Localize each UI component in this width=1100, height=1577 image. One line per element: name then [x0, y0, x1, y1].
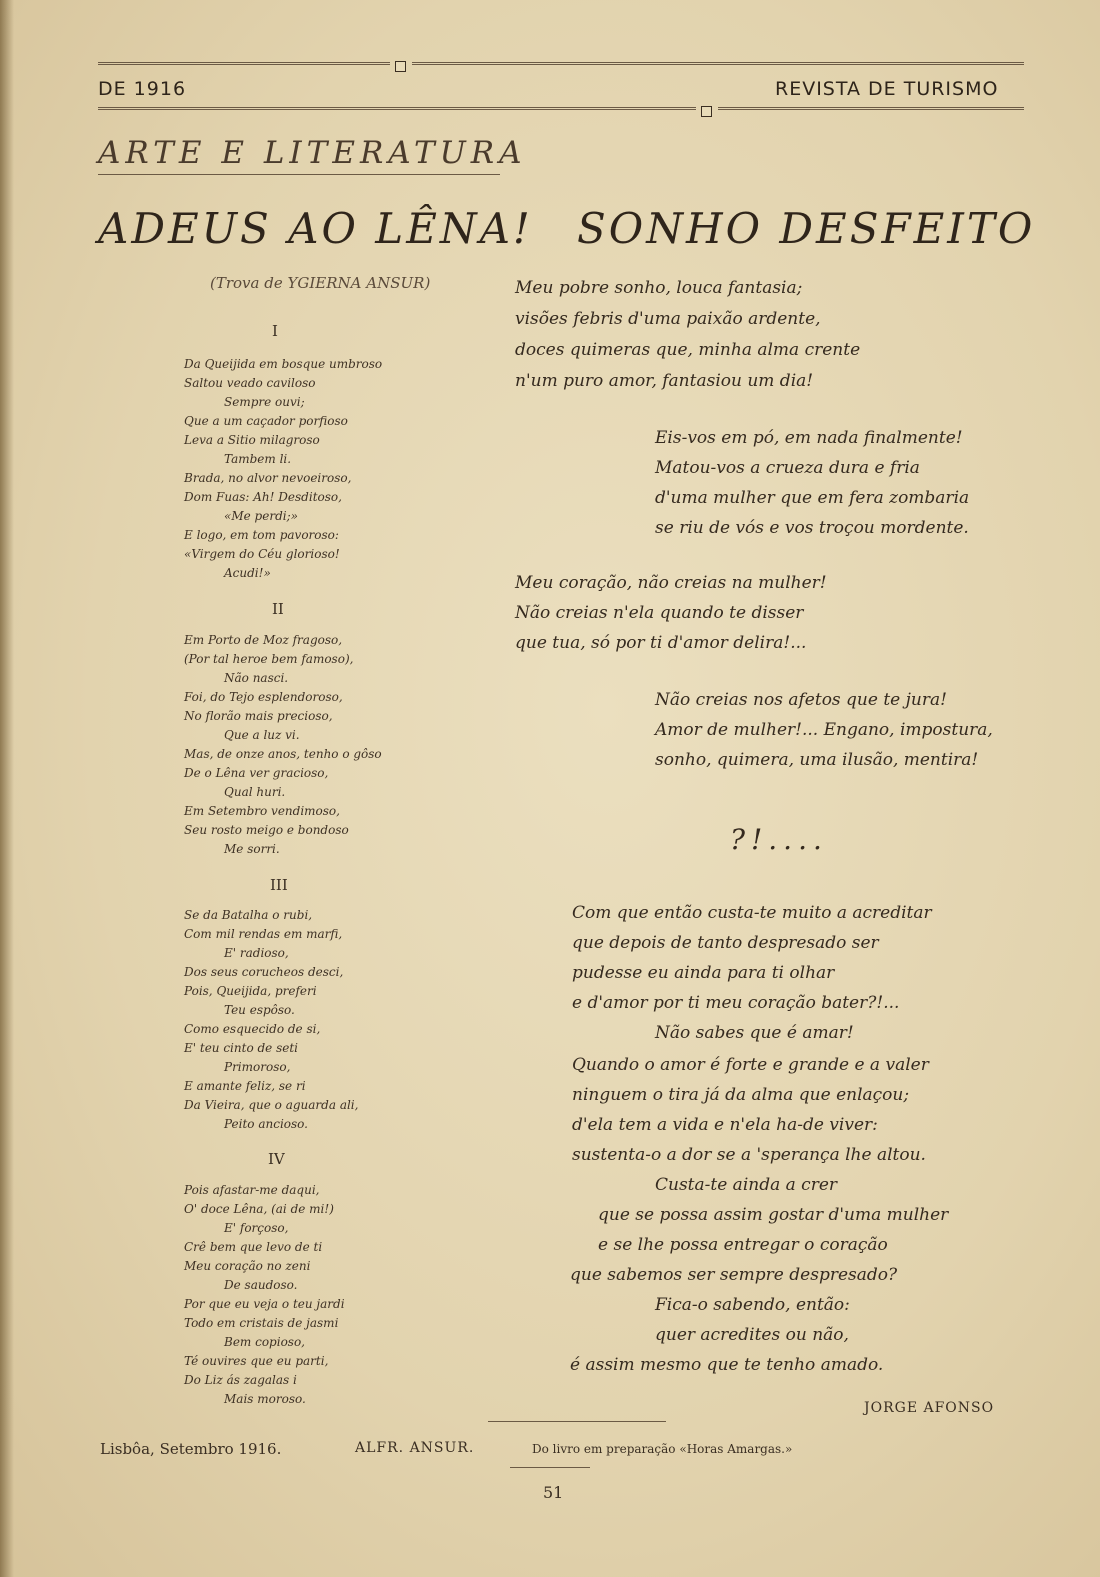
verse-line: Foi, do Tejo esplendoroso,	[184, 690, 343, 704]
stanza-3	[184, 906, 358, 1134]
verse-line: Da Vieira, que o aguarda ali,	[184, 1098, 359, 1112]
verse-line: De o Lêna ver gracioso,	[184, 766, 329, 780]
poem-line: Com que então custa-te muito a acreditar	[572, 903, 932, 923]
poem-line: Matou-vos a crueza dura e fria	[655, 458, 920, 478]
page-number: 51	[543, 1483, 564, 1502]
poem-line: Fica-o sabendo, então:	[655, 1295, 850, 1315]
poem-line: quer acredites ou não,	[655, 1325, 849, 1345]
verse-line: Primoroso,	[224, 1060, 291, 1074]
verse-line: Com mil rendas em marfi,	[184, 927, 343, 941]
section-underline	[98, 174, 500, 175]
stanza-numeral-1: I	[272, 322, 278, 340]
verse-line: Teu espôso.	[224, 1003, 295, 1017]
poem-line: d'ela tem a vida e n'ela ha-de viver:	[572, 1115, 878, 1135]
stanza-1	[184, 355, 382, 583]
poem-line: Custa-te ainda a crer	[655, 1175, 838, 1195]
poem-line: Amor de mulher!... Engano, impostura,	[655, 720, 993, 740]
left-poem-author: ALFR. ANSUR.	[355, 1440, 475, 1456]
verse-line: Pois afastar-me daqui,	[184, 1183, 320, 1197]
header-rule-top-right	[412, 62, 1024, 65]
verse-line: Em Porto de Moz fragoso,	[184, 633, 343, 647]
verse-line: Que a luz vi.	[224, 728, 300, 742]
verse-line: (Por tal heroe bem famoso),	[184, 652, 354, 666]
poem-line: Não sabes que é amar!	[655, 1023, 854, 1043]
verse-line: Peito ancioso.	[224, 1117, 308, 1131]
poem-line: doces quimeras que, minha alma crente	[515, 340, 861, 360]
poem-line: Eis-vos em pó, em nada finalmente!	[655, 428, 963, 448]
verse-line: Da Queijida em bosque umbroso	[184, 357, 383, 371]
verse-line: Mais moroso.	[224, 1392, 306, 1406]
poem-line: n'um puro amor, fantasiou um dia!	[515, 371, 814, 391]
poem-line: se riu de vós e vos troçou mordente.	[655, 518, 969, 538]
stanza-2	[184, 631, 382, 859]
poem-line: que sabemos ser sempre despresado?	[570, 1265, 898, 1285]
verse-line: Não nasci.	[224, 671, 289, 685]
poem-line: que depois de tanto despresado ser	[572, 933, 879, 953]
header-rule-bottom-left	[98, 107, 696, 110]
section-title: ARTE E LITERATURA	[98, 135, 527, 171]
verse-line: Brada, no alvor nevoeiroso,	[184, 471, 352, 485]
verse-line: Por que eu veja o teu jardi	[184, 1297, 345, 1311]
verse-line: E' forçoso,	[224, 1221, 289, 1235]
verse-line: E' radioso,	[224, 946, 289, 960]
verse-line: Acudi!»	[224, 566, 271, 580]
verse-line: De saudoso.	[224, 1278, 298, 1292]
poem-line: sustenta-o a dor se a 'sperança lhe altou.	[572, 1145, 926, 1165]
poem-line: e se lhe possa entregar o coração	[598, 1235, 888, 1255]
verse-line: Pois, Queijida, preferi	[184, 984, 317, 998]
right-poem-note: Do livro em preparação «Horas Amargas.»	[532, 1442, 793, 1456]
verse-line: Dos seus corucheos desci,	[184, 965, 344, 979]
stanza-4	[184, 1181, 345, 1409]
verse-line: Todo em cristais de jasmi	[184, 1316, 339, 1330]
verse-line: Crê bem que levo de ti	[184, 1240, 323, 1254]
page-number-rule	[510, 1467, 590, 1468]
left-poem-subtitle: (Trova de YGIERNA ANSUR)	[210, 274, 431, 292]
poem-line: que se possa assim gostar d'uma mulher	[598, 1205, 949, 1225]
header-left-date: DE 1916	[98, 78, 187, 100]
verse-line: Qual huri.	[224, 785, 286, 799]
verse-line: Do Liz ás zagalas i	[184, 1373, 297, 1387]
poem-line: Não creias n'ela quando te disser	[515, 603, 804, 623]
verse-line: Mas, de onze anos, tenho o gôso	[184, 747, 382, 761]
verse-line: Me sorri.	[224, 842, 280, 856]
verse-line: Té ouvires que eu parti,	[184, 1354, 329, 1368]
verse-line: Que a um caçador porfioso	[184, 414, 348, 428]
header-right-title: REVISTA DE TURISMO	[775, 78, 999, 100]
poem-line: Não creias nos afetos que te jura!	[655, 690, 947, 710]
left-poem-title: ADEUS AO LÊNA!	[98, 204, 533, 253]
verse-line: Se da Batalha o rubi,	[184, 908, 313, 922]
verse-line: Bem copioso,	[224, 1335, 305, 1349]
header-rule-top-left	[98, 62, 390, 65]
poem-line: que tua, só por ti d'amor delira!...	[515, 633, 807, 653]
footnote-rule	[488, 1421, 666, 1422]
poem-divider: ?!....	[730, 823, 828, 856]
verse-line: Como esquecido de si,	[184, 1022, 321, 1036]
poem-line: d'uma mulher que em fera zombaria	[655, 488, 970, 508]
verse-line: E logo, em tom pavoroso:	[184, 528, 339, 542]
header-ornament-bottom	[701, 106, 712, 117]
right-poem-author: JORGE AFONSO	[864, 1400, 995, 1416]
poem-line: é assim mesmo que te tenho amado.	[570, 1355, 884, 1375]
page-edge-shadow	[0, 0, 14, 1577]
poem-line: pudesse eu ainda para ti olhar	[572, 963, 835, 983]
header-rule-bottom-right	[718, 107, 1024, 110]
poem-line: Meu pobre sonho, louca fantasia;	[515, 278, 803, 298]
stanza-numeral-4: IV	[268, 1150, 285, 1168]
header-ornament-top	[395, 61, 406, 72]
left-place-date: Lisbôa, Setembro 1916.	[100, 1440, 282, 1458]
verse-line: No florão mais precioso,	[184, 709, 333, 723]
stanza-numeral-2: II	[272, 600, 284, 618]
verse-line: Saltou veado caviloso	[184, 376, 316, 390]
right-poem-title: SONHO DESFEITO	[577, 204, 1036, 253]
verse-line: Em Setembro vendimoso,	[184, 804, 340, 818]
verse-line: Leva a Sitio milagroso	[184, 433, 320, 447]
poem-line: Quando o amor é forte e grande e a valer	[572, 1055, 929, 1075]
poem-line: Meu coração, não creias na mulher!	[515, 573, 827, 593]
poem-line: ninguem o tira já da alma que enlaçou;	[572, 1085, 910, 1105]
poem-line: visões febris d'uma paixão ardente,	[515, 309, 821, 329]
verse-line: Dom Fuas: Ah! Desditoso,	[184, 490, 342, 504]
verse-line: «Me perdi;»	[224, 509, 298, 523]
verse-line: O' doce Lêna, (ai de mi!)	[184, 1202, 334, 1216]
verse-line: Meu coração no zeni	[184, 1259, 311, 1273]
verse-line: Seu rosto meigo e bondoso	[184, 823, 349, 837]
stanza-numeral-3: III	[270, 876, 288, 894]
poem-line: e d'amor por ti meu coração bater?!...	[572, 993, 900, 1013]
poem-line: sonho, quimera, uma ilusão, mentira!	[655, 750, 979, 770]
verse-line: Sempre ouvi;	[224, 395, 305, 409]
verse-line: E' teu cinto de seti	[184, 1041, 299, 1055]
verse-line: «Virgem do Céu glorioso!	[184, 547, 340, 561]
verse-line: Tambem li.	[224, 452, 292, 466]
verse-line: E amante feliz, se ri	[184, 1079, 306, 1093]
